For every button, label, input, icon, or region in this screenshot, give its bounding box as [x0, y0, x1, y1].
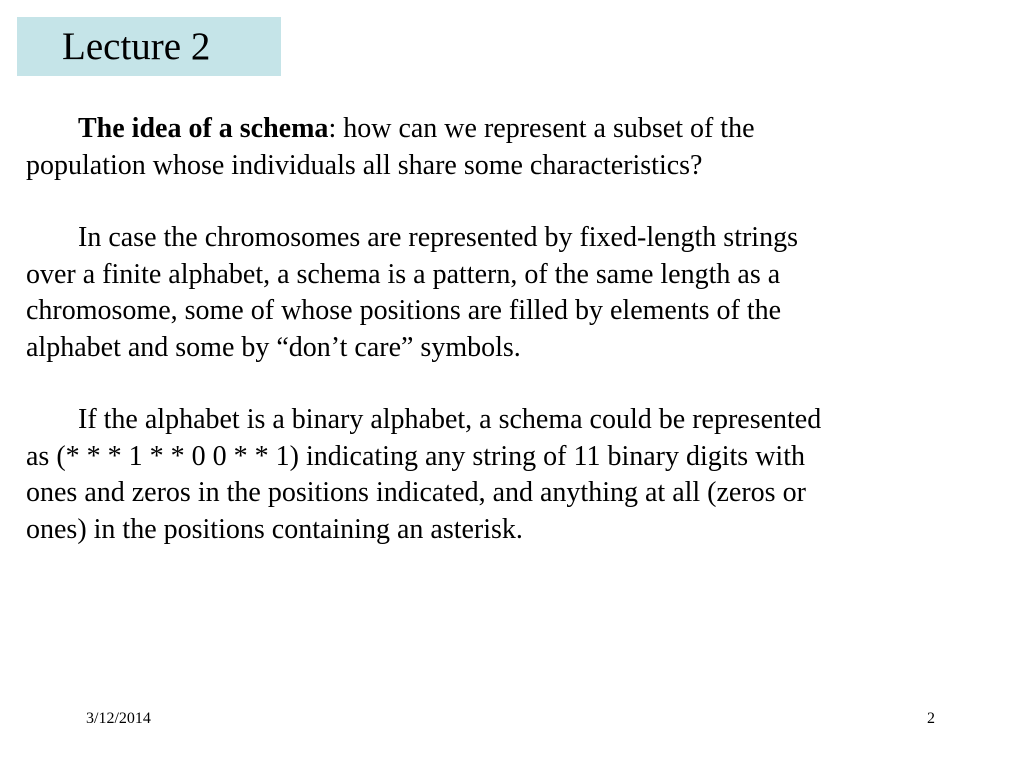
paragraph-line: chromosome, some of whose positions are filled by elements of the — [26, 295, 782, 326]
footer-page-number: 2 — [927, 710, 935, 727]
paragraph-line: over a finite alphabet, a schema is a pattern, of the same length as a — [26, 258, 781, 290]
paragraph-line: In case the chromosomes are represented by fixed-length strings — [78, 222, 798, 253]
paragraph-line: alphabet and some by “don’t care” symbols. — [26, 331, 521, 363]
paragraph-binary-alphabet — [26, 402, 990, 548]
slide-title-box — [17, 17, 281, 76]
paragraph-fixed-length — [26, 220, 990, 366]
slide-title: Lecture 2 — [62, 25, 211, 68]
paragraph-line: : how can we represent a subset of the — [328, 113, 755, 144]
paragraph-line: If the alphabet is a binary alphabet, a schema could be represented — [78, 404, 822, 435]
footer-date: 3/12/2014 — [86, 710, 151, 727]
paragraph-schema-idea — [26, 111, 990, 184]
paragraph-line: as (* * * 1 * * 0 0 * * 1) indicating any string of 11 binary digits with — [26, 440, 805, 472]
slide-body — [26, 111, 990, 584]
paragraph-line: population whose individuals all share some characteristics? — [26, 149, 703, 181]
schema-idea-lead: The idea of a schema — [78, 113, 329, 144]
paragraph-line: ones and zeros in the positions indicated, and anything at all (zeros or — [26, 477, 806, 508]
paragraph-line: ones) in the positions containing an asterisk. — [26, 513, 523, 545]
